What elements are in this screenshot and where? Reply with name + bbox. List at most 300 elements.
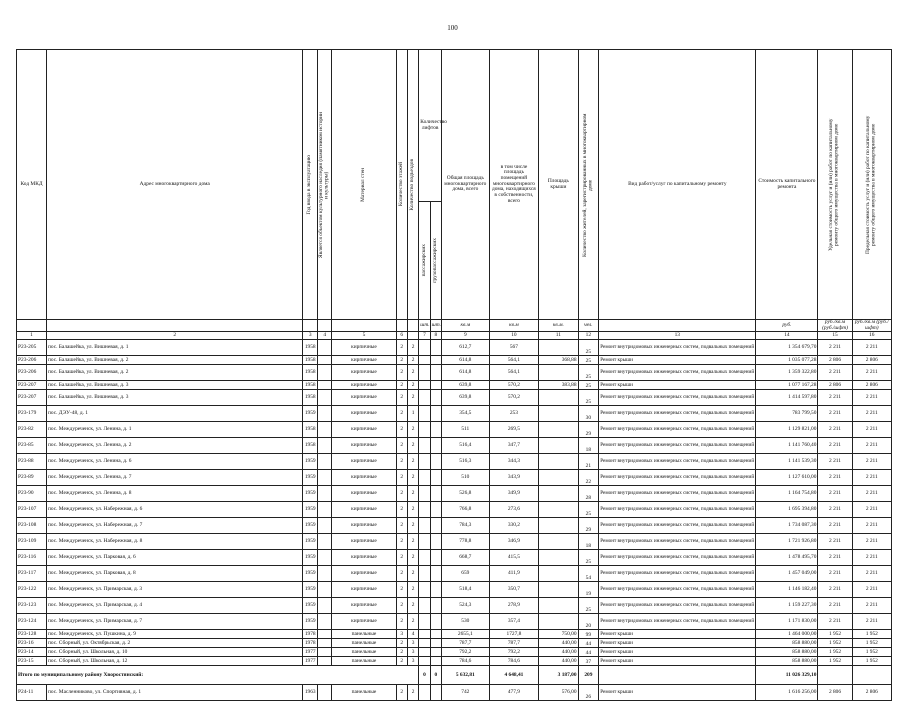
cell-lift-cargo [430, 648, 441, 657]
table-row [17, 356, 892, 365]
header-area-owned: в том числе площадь помещений многоквартирного дома, находящихся в собственности, всего [489, 50, 539, 320]
cell-lift-pass [419, 657, 430, 666]
cell-spec: 2 211 [818, 566, 852, 582]
cell-limit: 2 211 [852, 365, 891, 381]
cell-cost: 1 077 167,28 [756, 381, 818, 390]
cell-spec: 2 211 [818, 406, 852, 422]
cell-year: 1958 [303, 390, 317, 406]
cell-limit: 1 952 [852, 657, 891, 666]
cell-work: Ремонт крыши [599, 381, 756, 390]
cell-wall: панельные [332, 657, 396, 666]
cell-limit: 2 211 [852, 502, 891, 518]
table-row [17, 566, 892, 582]
cell-cost: 1 171 830,00 [756, 614, 818, 630]
cell-heritage [317, 518, 331, 534]
cell-entrances: 1 [407, 406, 418, 422]
cell-entrances: 2 [407, 582, 418, 598]
cell-work: Ремонт внутридомовых инженерных систем, подвальных помещений [599, 550, 756, 566]
cell-year: 1959 [303, 534, 317, 550]
cell-floors: 2 [396, 438, 407, 454]
cell-floors: 2 [396, 582, 407, 598]
cell-address: пос. Междуреченск, ул. Набережная, д. 7 [46, 518, 302, 534]
cell-roof: 440,00 [539, 639, 578, 648]
cell-roof [539, 518, 578, 534]
cell-floors: 2 [396, 566, 407, 582]
cell-area-owned: 415,5 [489, 550, 539, 566]
cell-spec: 1 952 [818, 648, 852, 657]
cell-lift-cargo [430, 582, 441, 598]
cell-work: Ремонт внутридомовых инженерных систем, подвальных помещений [599, 365, 756, 381]
cell-limit: 2 211 [852, 614, 891, 630]
cell-address: пос. Балашейка, ул. Вишневая, д. 3 [46, 381, 302, 390]
cell-floors: 2 [396, 648, 407, 657]
cell-limit: 1 952 [852, 630, 891, 639]
cell-residents: 25 [578, 390, 599, 406]
cell-cost: 1 159 227,30 [756, 598, 818, 614]
cell-spec: 2 211 [818, 614, 852, 630]
cell-wall: кирпичные [332, 365, 396, 381]
cell-roof [539, 534, 578, 550]
table-row [17, 365, 892, 381]
cell-area-owned: 253 [489, 406, 539, 422]
cell-entrances: 2 [407, 486, 418, 502]
cell-year: 1959 [303, 486, 317, 502]
cell-year: 1959 [303, 470, 317, 486]
cell-area-owned: 269,5 [489, 422, 539, 438]
cell-year: 1959 [303, 550, 317, 566]
cell-spec: 2 211 [818, 534, 852, 550]
units-row: шт. шт. кв.м кв.м кв.м. чел. руб. руб./кв.м (руб./шфт) руб./кв.м (руб./шфт) [17, 320, 892, 332]
cell-floors: 2 [396, 340, 407, 356]
cell-year: 1963 [303, 685, 317, 701]
cell-year: 1958 [303, 422, 317, 438]
cell-code: Р23-82 [17, 422, 47, 438]
cell-code: Р23-107 [17, 502, 47, 518]
cell-residents: 28 [578, 486, 599, 502]
cell-address: пос. Междуреченск, ул. Набережная, д. 8 [46, 534, 302, 550]
cell-cost: 1 164 754,80 [756, 486, 818, 502]
cell-entrances: 2 [407, 550, 418, 566]
cell-heritage [317, 438, 331, 454]
cell-entrances: 3 [407, 639, 418, 648]
cell-roof [539, 566, 578, 582]
cell-residents: 44 [578, 639, 599, 648]
cell-lift-cargo [430, 639, 441, 648]
cell-entrances: 2 [407, 518, 418, 534]
cell-area-total: 518,4 [442, 582, 490, 598]
cell-cost: 858 880,00 [756, 657, 818, 666]
cell-limit: 2 211 [852, 550, 891, 566]
total-area-total: 5 632,81 [442, 666, 490, 685]
cell-code: Р23-90 [17, 486, 47, 502]
table-row [17, 614, 892, 630]
cell-spec: 1 952 [818, 630, 852, 639]
cell-area-owned: 344,3 [489, 454, 539, 470]
cell-year: 1978 [303, 630, 317, 639]
cell-spec: 2 211 [818, 438, 852, 454]
page-number: 100 [447, 24, 458, 32]
cell-lift-pass [419, 630, 430, 639]
cell-code: Р23-16 [17, 639, 47, 648]
cell-roof [539, 598, 578, 614]
cell-lift-cargo [430, 438, 441, 454]
cell-limit: 2 211 [852, 598, 891, 614]
cell-roof [539, 614, 578, 630]
cell-lift-cargo [430, 502, 441, 518]
cell-cost: 858 880,00 [756, 639, 818, 648]
cell-residents: 25 [578, 340, 599, 356]
table-row [17, 438, 892, 454]
cell-entrances: 2 [407, 356, 418, 365]
cell-area-total: 766,8 [442, 502, 490, 518]
cell-work: Ремонт крыши [599, 685, 756, 701]
header-roof: Площадь крыши [539, 50, 578, 320]
cell-address: пос. Междуреченск, ул. Ленина, д. 2 [46, 438, 302, 454]
cell-spec: 2 806 [818, 685, 852, 701]
cell-spec: 2 211 [818, 390, 852, 406]
cell-roof: 750,00 [539, 630, 578, 639]
cell-year: 1958 [303, 340, 317, 356]
table-row [17, 381, 892, 390]
total-lift-pass: 0 [419, 666, 430, 685]
cell-residents: 25 [578, 502, 599, 518]
cell-year: 1977 [303, 657, 317, 666]
cell-lift-pass [419, 639, 430, 648]
cell-entrances: 2 [407, 438, 418, 454]
cell-floors: 2 [396, 550, 407, 566]
cell-work: Ремонт внутридомовых инженерных систем, подвальных помещений [599, 422, 756, 438]
cell-heritage [317, 648, 331, 657]
header-code: Код МКД [17, 50, 47, 320]
cell-lift-cargo [430, 630, 441, 639]
cell-limit: 2 211 [852, 422, 891, 438]
cell-work: Ремонт внутридомовых инженерных систем, подвальных помещений [599, 566, 756, 582]
cell-area-total: 530 [442, 614, 490, 630]
cell-spec: 2 211 [818, 502, 852, 518]
cell-code: Р23-179 [17, 406, 47, 422]
table-row [17, 454, 892, 470]
cell-address: пос. Междуреченск, ул. Парковая, д. 6 [46, 550, 302, 566]
cell-year: 1958 [303, 365, 317, 381]
cell-area-owned: 787,7 [489, 639, 539, 648]
cell-residents: 25 [578, 550, 599, 566]
cell-lift-cargo [430, 657, 441, 666]
cell-area-total: 787,7 [442, 639, 490, 648]
cell-limit: 2 211 [852, 438, 891, 454]
cell-residents: 54 [578, 566, 599, 582]
cell-area-owned: 278,9 [489, 598, 539, 614]
cell-code: Р23-108 [17, 518, 47, 534]
cell-area-total: 742 [442, 685, 490, 701]
cell-code: Р23-85 [17, 438, 47, 454]
cell-code: Р24-11 [17, 685, 47, 701]
cell-heritage [317, 534, 331, 550]
cell-area-total: 524,3 [442, 598, 490, 614]
cell-lift-pass [419, 486, 430, 502]
cell-year: 1958 [303, 438, 317, 454]
cell-residents: 18 [578, 438, 599, 454]
cell-limit: 2 806 [852, 685, 891, 701]
header-spec: Удельная стоимость услуг и (или) работ по капитальному ремонту общего имущества в многоквартирном доме [818, 50, 852, 320]
cell-spec: 2 806 [818, 356, 852, 365]
cell-address: пос. Междуреченск, ул. Ленина, д. 1 [46, 422, 302, 438]
cell-roof [539, 390, 578, 406]
cell-code: Р23-206 [17, 365, 47, 381]
cell-spec: 2 211 [818, 454, 852, 470]
table-row [17, 630, 892, 639]
cell-wall: кирпичные [332, 470, 396, 486]
header-lift-cargo: грузопассажирских [430, 202, 441, 320]
cell-work: Ремонт внутридомовых инженерных систем, подвальных помещений [599, 486, 756, 502]
cell-spec: 2 211 [818, 518, 852, 534]
cell-code: Р23-122 [17, 582, 47, 598]
cell-code: Р23-89 [17, 470, 47, 486]
cell-address: пос. Междуреченск, ул. Примарская, д. 7 [46, 614, 302, 630]
cell-entrances: 3 [407, 657, 418, 666]
cell-heritage [317, 422, 331, 438]
header-heritage: Является объектом культурного наследия (памятником истории и культуры) [317, 50, 331, 320]
cell-entrances: 2 [407, 422, 418, 438]
cell-code: Р23-109 [17, 534, 47, 550]
cell-lift-pass [419, 356, 430, 365]
table-row [17, 486, 892, 502]
cell-roof [539, 454, 578, 470]
cell-lift-cargo [430, 518, 441, 534]
cell-area-owned: 792,2 [489, 648, 539, 657]
cell-spec: 2 211 [818, 486, 852, 502]
cell-cost: 1 478 495,70 [756, 550, 818, 566]
cell-lift-pass [419, 582, 430, 598]
table-row [17, 502, 892, 518]
cell-lift-pass [419, 598, 430, 614]
cell-entrances: 2 [407, 470, 418, 486]
cell-lift-pass [419, 648, 430, 657]
cell-area-total: 612,7 [442, 340, 490, 356]
cell-limit: 2 806 [852, 356, 891, 365]
cell-limit: 2 211 [852, 486, 891, 502]
cell-residents: 44 [578, 648, 599, 657]
cell-spec: 2 211 [818, 470, 852, 486]
header-residents: Количество жителей, зарегистрированных в многоквартирном доме [578, 50, 599, 320]
cell-year: 1959 [303, 406, 317, 422]
cell-limit: 2 211 [852, 582, 891, 598]
housing-repair-table [16, 49, 892, 701]
table-row [17, 598, 892, 614]
cell-heritage [317, 390, 331, 406]
cell-limit: 2 211 [852, 470, 891, 486]
cell-area-owned: 330,2 [489, 518, 539, 534]
cell-cost: 1 464 000,00 [756, 630, 818, 639]
cell-work: Ремонт внутридомовых инженерных систем, подвальных помещений [599, 518, 756, 534]
cell-entrances: 2 [407, 390, 418, 406]
cell-heritage [317, 406, 331, 422]
cell-work: Ремонт внутридомовых инженерных систем, подвальных помещений [599, 614, 756, 630]
cell-roof [539, 365, 578, 381]
cell-heritage [317, 486, 331, 502]
cell-work: Ремонт крыши [599, 639, 756, 648]
header-limit: Предельная стоимость услуг и (или) работ по капитальному ремонту общего имущества в многоквартирном доме [852, 50, 891, 320]
cell-roof [539, 438, 578, 454]
cell-heritage [317, 614, 331, 630]
cell-lift-pass [419, 390, 430, 406]
cell-address: пос. Балашейка, ул. Вишневая, д. 1 [46, 340, 302, 356]
cell-area-total: 792,2 [442, 648, 490, 657]
cell-cost: 1 359 322,80 [756, 365, 818, 381]
total-cost: 11 026 329,10 [756, 666, 818, 685]
table-row [17, 582, 892, 598]
cell-area-owned: 350,7 [489, 582, 539, 598]
cell-limit: 1 952 [852, 639, 891, 648]
table-row [17, 639, 892, 648]
cell-floors: 2 [396, 502, 407, 518]
header-entrances: Количество подъездов [407, 50, 418, 320]
cell-entrances: 4 [407, 630, 418, 639]
cell-work: Ремонт внутридомовых инженерных систем, подвальных помещений [599, 438, 756, 454]
cell-limit: 2 211 [852, 534, 891, 550]
cell-cost: 1 734 087,30 [756, 518, 818, 534]
cell-wall: кирпичные [332, 582, 396, 598]
cell-area-total: 639,8 [442, 390, 490, 406]
cell-lift-cargo [430, 566, 441, 582]
header-lift-pass: пассажирских [419, 202, 430, 320]
cell-residents: 25 [578, 381, 599, 390]
cell-work: Ремонт внутридомовых инженерных систем, подвальных помещений [599, 502, 756, 518]
cell-work: Ремонт крыши [599, 630, 756, 639]
cell-lift-pass [419, 502, 430, 518]
cell-year: 1958 [303, 381, 317, 390]
cell-code: Р23-124 [17, 614, 47, 630]
cell-address: пос. Междуреченск, ул. Пушкина, д. 9 [46, 630, 302, 639]
cell-entrances: 2 [407, 365, 418, 381]
cell-lift-pass [419, 614, 430, 630]
cell-lift-pass [419, 534, 430, 550]
cell-heritage [317, 550, 331, 566]
cell-code: Р23-14 [17, 648, 47, 657]
cell-residents: 30 [578, 406, 599, 422]
cell-area-owned: 411,9 [489, 566, 539, 582]
cell-wall: кирпичные [332, 614, 396, 630]
cell-entrances: 2 [407, 566, 418, 582]
column-index-row: 1 2 3 4 5 6 7 8 9 10 11 12 13 14 15 16 [17, 332, 892, 340]
cell-entrances: 2 [407, 502, 418, 518]
cell-area-owned: 273,6 [489, 502, 539, 518]
cell-cost: 1 414 597,80 [756, 390, 818, 406]
cell-work: Ремонт внутридомовых инженерных систем, подвальных помещений [599, 534, 756, 550]
cell-residents: 37 [578, 657, 599, 666]
cell-address: пос. Сборный, ул. Октябрьская, д. 2 [46, 639, 302, 648]
total-roof: 3 187,00 [539, 666, 578, 685]
cell-residents: 25 [578, 356, 599, 365]
cell-residents: 20 [578, 614, 599, 630]
cell-area-owned: 477,9 [489, 685, 539, 701]
cell-residents: 25 [578, 598, 599, 614]
cell-residents: 29 [578, 518, 599, 534]
cell-residents: 22 [578, 470, 599, 486]
cell-address: пос. Балашейка, ул. Вишневая, д. 3 [46, 390, 302, 406]
cell-floors: 2 [396, 598, 407, 614]
cell-floors: 2 [396, 470, 407, 486]
cell-work: Ремонт внутридомовых инженерных систем, подвальных помещений [599, 470, 756, 486]
cell-lift-pass [419, 470, 430, 486]
cell-entrances: 2 [407, 614, 418, 630]
cell-floors: 2 [396, 614, 407, 630]
cell-cost: 1 141 760,40 [756, 438, 818, 454]
cell-wall: кирпичные [332, 566, 396, 582]
cell-address: пос. Междуреченск, ул. Примарская, д. 3 [46, 582, 302, 598]
cell-limit: 2 211 [852, 566, 891, 582]
cell-cost: 1 695 394,80 [756, 502, 818, 518]
cell-area-total: 614,8 [442, 365, 490, 381]
cell-floors: 2 [396, 406, 407, 422]
cell-roof [539, 422, 578, 438]
header-wall: Материал стен [332, 50, 396, 320]
cell-work: Ремонт внутридомовых инженерных систем, подвальных помещений [599, 582, 756, 598]
total-limit [852, 666, 891, 685]
cell-year: 1959 [303, 502, 317, 518]
cell-work: Ремонт крыши [599, 657, 756, 666]
total-residents: 209 [578, 666, 599, 685]
cell-code: Р23-207 [17, 381, 47, 390]
cell-area-owned: 784,6 [489, 657, 539, 666]
cell-floors: 2 [396, 390, 407, 406]
cell-lift-cargo [430, 534, 441, 550]
cell-wall: кирпичные [332, 381, 396, 390]
cell-roof [539, 502, 578, 518]
cell-residents: 19 [578, 582, 599, 598]
cell-heritage [317, 502, 331, 518]
cell-lift-pass [419, 550, 430, 566]
cell-address: пос. Междуреченск, ул. Ленина, д. 7 [46, 470, 302, 486]
cell-area-total: 516,4 [442, 438, 490, 454]
cell-lift-cargo [430, 550, 441, 566]
cell-heritage [317, 470, 331, 486]
total-spec [818, 666, 852, 685]
cell-roof [539, 582, 578, 598]
cell-heritage [317, 630, 331, 639]
cell-roof: 368,88 [539, 356, 578, 365]
cell-spec: 1 952 [818, 639, 852, 648]
cell-wall: кирпичные [332, 598, 396, 614]
cell-lift-pass [419, 685, 430, 701]
cell-year: 1959 [303, 518, 317, 534]
cell-entrances: 2 [407, 598, 418, 614]
cell-residents: 99 [578, 630, 599, 639]
cell-area-owned: 570,2 [489, 381, 539, 390]
cell-code: Р23-123 [17, 598, 47, 614]
cell-heritage [317, 340, 331, 356]
table-row [17, 518, 892, 534]
cell-lift-pass [419, 438, 430, 454]
total-area-owned: 4 648,41 [489, 666, 539, 685]
table-row [17, 390, 892, 406]
cell-floors: 2 [396, 639, 407, 648]
cell-lift-pass [419, 365, 430, 381]
cell-spec: 2 211 [818, 598, 852, 614]
cell-spec: 1 952 [818, 657, 852, 666]
cell-heritage [317, 356, 331, 365]
cell-entrances: 2 [407, 381, 418, 390]
cell-entrances: 2 [407, 685, 418, 701]
cell-wall: кирпичные [332, 486, 396, 502]
cell-address: пос. Сборный, ул. Школьная, д. 12 [46, 657, 302, 666]
cell-floors: 2 [396, 685, 407, 701]
cell-lift-cargo [430, 390, 441, 406]
cell-roof: 576,00 [539, 685, 578, 701]
cell-area-total: 2655,1 [442, 630, 490, 639]
cell-code: Р23-15 [17, 657, 47, 666]
cell-wall: кирпичные [332, 454, 396, 470]
cell-roof: 383,88 [539, 381, 578, 390]
